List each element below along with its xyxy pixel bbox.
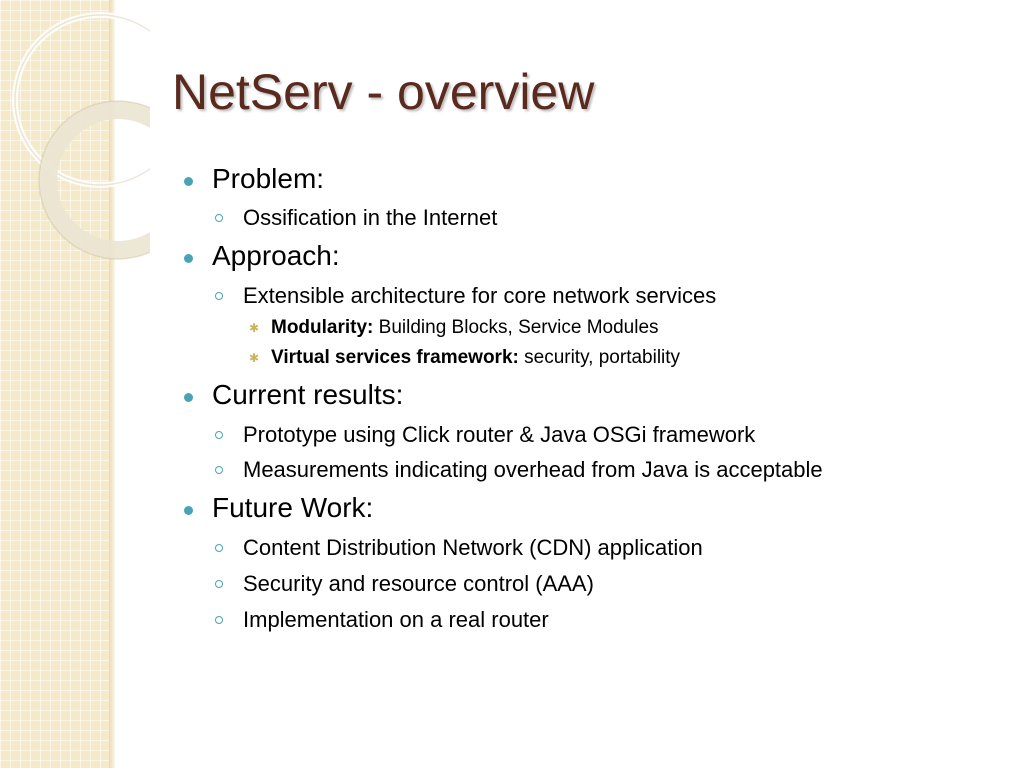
- sub-bullet-icon: [215, 616, 223, 624]
- sub-bullet-icon: [215, 292, 223, 300]
- list-item: Security and resource control (AAA): [243, 571, 594, 596]
- list-item: Future Work:: [212, 492, 374, 523]
- list-item: Extensible architecture for core network services: [243, 283, 717, 308]
- list-item: Problem:: [212, 163, 325, 194]
- list-item: Approach:: [212, 240, 340, 271]
- bullet-icon: [184, 177, 193, 186]
- sub-bullet-icon: [215, 466, 223, 474]
- list-item: Virtual services framework: security, portability: [271, 347, 681, 368]
- star-bullet-icon: ✱: [249, 321, 260, 335]
- list-item: Prototype using Click router & Java OSGi framework: [243, 422, 756, 447]
- list-item: Ossification in the Internet: [243, 205, 498, 230]
- bullet-icon: [184, 506, 193, 515]
- list-item: Implementation on a real router: [243, 607, 549, 632]
- list-item: Current results:: [212, 379, 404, 410]
- list-item: Content Distribution Network (CDN) application: [243, 535, 703, 560]
- bullet-icon: [184, 393, 193, 402]
- sub-bullet-icon: [215, 214, 223, 222]
- star-bullet-icon: ✱: [249, 351, 260, 365]
- sub-bullet-icon: [215, 580, 223, 588]
- list-item: Modularity: Building Blocks, Service Modules: [271, 317, 659, 338]
- bullet-icon: [184, 254, 193, 263]
- list-item: Measurements indicating overhead from Java is acceptable: [243, 457, 823, 482]
- sub-bullet-icon: [215, 431, 223, 439]
- sub-bullet-icon: [215, 544, 223, 552]
- slide-title: NetServ - overview: [172, 64, 595, 120]
